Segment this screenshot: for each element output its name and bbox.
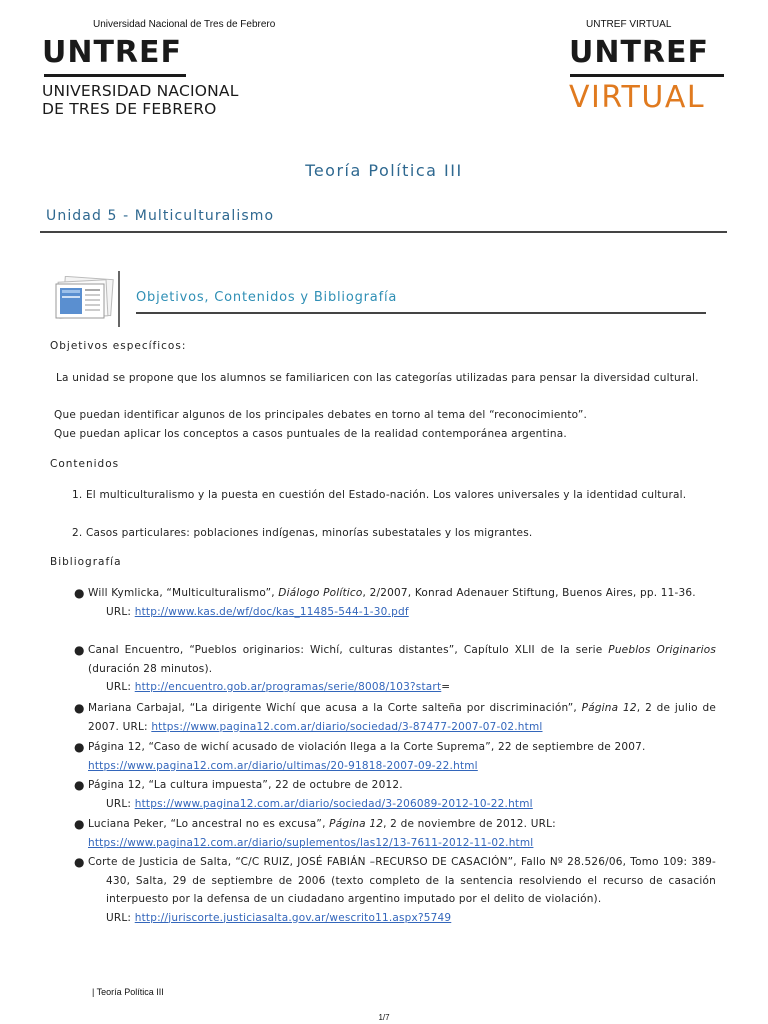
bibliography-item-1 (74, 584, 716, 621)
untref-logo (42, 35, 262, 118)
university-name-label: Universidad Nacional de Tres de Febrero (93, 19, 276, 30)
untref-virtual-wordmark: UNTREF (569, 35, 710, 70)
bib-text: , 2/2007, Konrad Adenauer Stiftung, Buenos Aires, pp. 11-36. (362, 587, 696, 599)
bibliography-item-7 (74, 853, 716, 927)
objectives-label: Objetivos específicos: (50, 340, 187, 352)
url-label: URL: (106, 605, 132, 618)
bib-text: Página 12, “Caso de wichí acusado de violación llega a la Corte Suprema”, 22 de septiembre de 2007. (88, 741, 646, 753)
bib-italic: Página 12 (329, 818, 384, 830)
section-divider (136, 312, 706, 314)
bib-text: = (441, 681, 451, 693)
bib-italic: Página 12 (581, 702, 637, 714)
bullet-icon: ● (74, 701, 85, 715)
url-label: URL: (106, 797, 132, 810)
unit-title: Unidad 5 - Multiculturalismo (46, 208, 275, 224)
logo-line2: DE TRES DE FEBRERO (42, 100, 217, 118)
untref-virtual-label: UNTREF VIRTUAL (586, 19, 672, 30)
document-title: Teoría Política III (305, 161, 463, 180)
contents-item-number: 1. (72, 489, 83, 501)
bib-text: Página 12, “La cultura impuesta”, 22 de octubre de 2012. (88, 779, 403, 791)
contents-item-number: 2. (72, 527, 83, 539)
bib-link[interactable]: https://www.pagina12.com.ar/diario/sociedad/3-206089-2012-10-22.html (134, 797, 533, 810)
url-label: URL: (106, 681, 132, 693)
bib-text: Canal Encuentro, “Pueblos originarios: Wichí, culturas distantes”, Capítulo XLII de la serie (88, 644, 609, 656)
bib-link[interactable]: http://encuentro.gob.ar/programas/serie/8008/103?start (134, 681, 442, 693)
bib-text: Corte de Justicia de Salta, “C/C RUIZ, JOSÉ FABIÁN –RECURSO DE CASACIÓN”, Fallo Nº 28.526/06, Tomo 109: 389-430, Salta, 29 de septiembre de 2006 (texto completo de la sentencia resolviendo el recurso de casación interpuesto por la defensa de un ciudadano argentino imputado por el delito de violación). (88, 856, 716, 905)
bullet-icon: ● (74, 740, 85, 754)
bullet-icon: ● (74, 817, 85, 831)
bib-text: Luciana Peker, “Lo ancestral no es excusa”, (88, 818, 330, 830)
logo-bar (44, 74, 186, 77)
bib-text: , 2 de julio de 2007. URL: (88, 702, 717, 733)
untref-wordmark: UNTREF (42, 35, 183, 70)
bullet-icon: ● (74, 643, 85, 657)
bib-link[interactable]: https://www.pagina12.com.ar/diario/sociedad/3-87477-2007-07-02.html (151, 720, 543, 733)
objectives-paragraph-3: Que puedan aplicar los conceptos a casos puntuales de la realidad contemporánea argentina. (54, 428, 567, 440)
logo-virtual-bar (570, 74, 724, 77)
contents-label: Contenidos (50, 458, 120, 470)
bib-link[interactable]: http://www.kas.de/wf/doc/kas_11485-544-1-30.pdf (134, 605, 409, 618)
bibliography-item-5 (74, 776, 716, 813)
bib-text: (duración 28 minutos). (88, 662, 213, 675)
bib-text: Mariana Carbajal, “La dirigente Wichí que acusa a la Corte salteña por discriminación”, (88, 702, 582, 714)
page-number: 1/7 (378, 1013, 390, 1022)
logo-line1: UNIVERSIDAD NACIONAL (42, 82, 239, 100)
bib-link[interactable]: https://www.pagina12.com.ar/diario/suplementos/las12/13-7611-2012-11-02.html (88, 836, 534, 849)
bibliography-item-6 (74, 815, 716, 852)
bib-italic: Pueblos Originarios (608, 644, 716, 656)
bib-link[interactable]: http://juriscorte.justiciasalta.gov.ar/wescrito11.aspx?5749 (134, 911, 452, 924)
page-footer: | Teoría Política III (92, 987, 164, 997)
virtual-wordmark: VIRTUAL (569, 80, 706, 115)
objectives-paragraph-1: La unidad se propone que los alumnos se familiaricen con las categorías utilizadas para pensar la diversidad cultural. (56, 372, 699, 384)
contents-item-1 (72, 486, 716, 505)
bib-text: Will Kymlicka, “Multiculturalismo”, (88, 587, 279, 599)
bibliography-item-3 (74, 699, 716, 736)
bibliography-item-4 (74, 738, 716, 775)
url-label: URL: (106, 911, 132, 924)
bullet-icon: ● (74, 778, 85, 792)
bullet-icon: ● (74, 855, 85, 869)
section-vertical-divider (118, 271, 120, 327)
unit-divider (40, 231, 727, 233)
bib-text: , 2 de noviembre de 2012. URL: (383, 818, 556, 830)
objectives-paragraph-2: Que puedan identificar algunos de los principales debates en torno al tema del “reconocimiento”. (54, 409, 588, 421)
bib-italic: Diálogo Político (278, 587, 363, 599)
bibliography-item-2 (74, 641, 716, 697)
contents-item-text: El multiculturalismo y la puesta en cuestión del Estado-nación. Los valores universales y la identidad cultural. (85, 489, 687, 501)
document-icon (54, 276, 116, 322)
bibliography-label: Bibliografía (50, 556, 122, 568)
untref-virtual-logo (569, 35, 729, 115)
contents-item-text: Casos particulares: poblaciones indígenas, minorías subestatales y los migrantes. (85, 527, 533, 539)
contents-item-2 (72, 524, 716, 543)
section-title: Objetivos, Contenidos y Bibliografía (136, 290, 398, 305)
bib-link[interactable]: https://www.pagina12.com.ar/diario/ultimas/20-91818-2007-09-22.html (88, 759, 478, 772)
bullet-icon: ● (74, 586, 85, 600)
